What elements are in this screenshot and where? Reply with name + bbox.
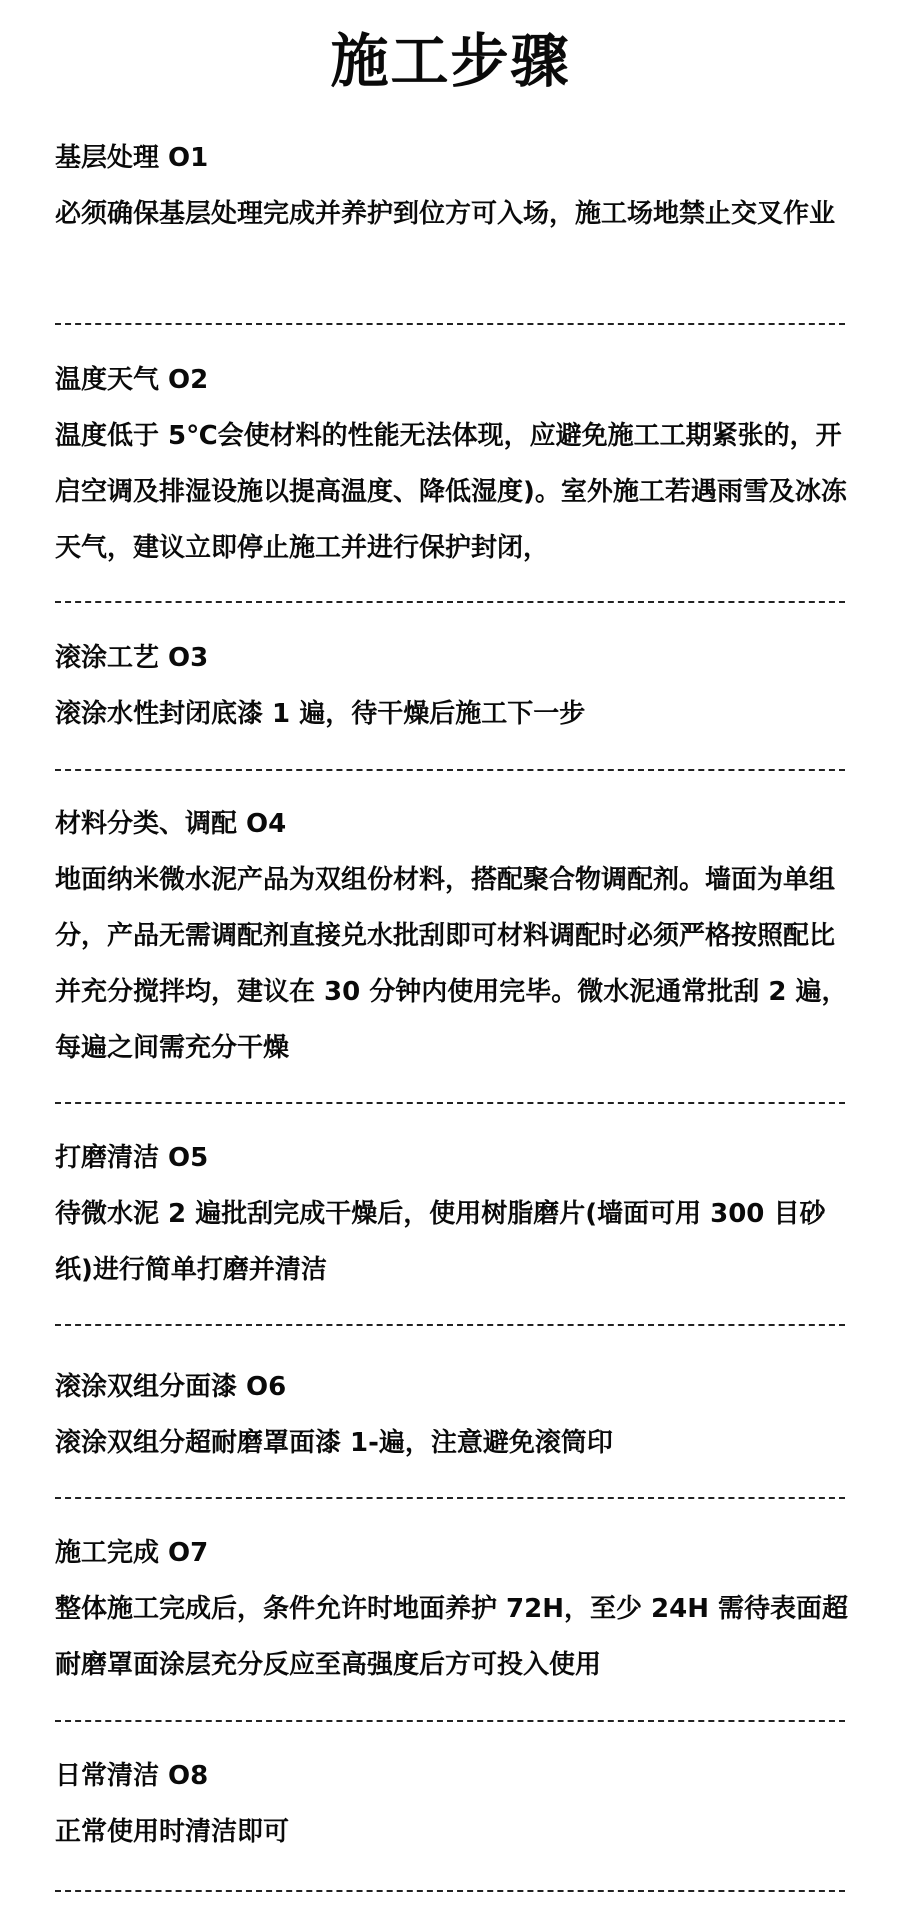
step-section (55, 352, 855, 576)
divider (55, 1324, 845, 1326)
step-section (55, 1748, 855, 1860)
step-title: 温度天气 O2 (55, 365, 209, 395)
step-body: 滚涂双组分超耐磨罩面漆 1-遍，注意避免滚筒印 (55, 1428, 613, 1458)
step-title: 施工完成 O7 (55, 1538, 209, 1568)
step-section (55, 630, 855, 742)
step-title: 滚涂工艺 O3 (55, 643, 209, 673)
step-section (55, 1359, 855, 1471)
step-body: 整体施工完成后，条件允许时地面养护 72H，至少 24H 需待表面超耐磨罩面涂层充分反应至高强度后方可投入使用 (55, 1594, 849, 1680)
step-title: 基层处理 O1 (55, 143, 209, 173)
step-section (55, 130, 855, 242)
step-body: 必须确保基层处理完成并养护到位方可入场，施工场地禁止交叉作业 (55, 199, 836, 229)
step-title: 滚涂双组分面漆 O6 (55, 1372, 287, 1402)
step-body: 正常使用时清洁即可 (55, 1817, 290, 1847)
step-body: 滚涂水性封闭底漆 1 遍，待干燥后施工下一步 (55, 699, 586, 729)
step-section (55, 796, 855, 1076)
divider (55, 769, 845, 771)
divider (55, 1890, 845, 1892)
divider (55, 601, 845, 603)
divider (55, 1720, 845, 1722)
step-title: 打磨清洁 O5 (55, 1143, 209, 1173)
step-body: 温度低于 5℃会使材料的性能无法体现，应避免施工工期紧张的，开启空调及排湿设施以提高温度、降低湿度)。室外施工若遇雨雪及冰冻天气，建议立即停止施工并进行保护封闭， (55, 421, 847, 563)
step-title: 日常清洁 O8 (55, 1761, 209, 1791)
page-title: 施工步骤 (330, 27, 571, 95)
divider (55, 1497, 845, 1499)
step-title: 材料分类、调配 O4 (55, 809, 287, 839)
step-section (55, 1525, 855, 1693)
divider (55, 1102, 845, 1104)
step-body: 地面纳米微水泥产品为双组份材料，搭配聚合物调配剂。墙面为单组分，产品无需调配剂直接兑水批刮即可材料调配时必须严格按照配比并充分搅拌均，建议在 30 分钟内使用完毕。微水泥通常批刮 2 遍，每遍之间需充分干燥 (55, 865, 848, 1063)
step-body: 待微水泥 2 遍批刮完成干燥后，使用树脂磨片(墙面可用 300 目砂纸)进行简单打磨并清洁 (55, 1199, 826, 1285)
divider (55, 323, 845, 325)
step-section (55, 1130, 855, 1298)
